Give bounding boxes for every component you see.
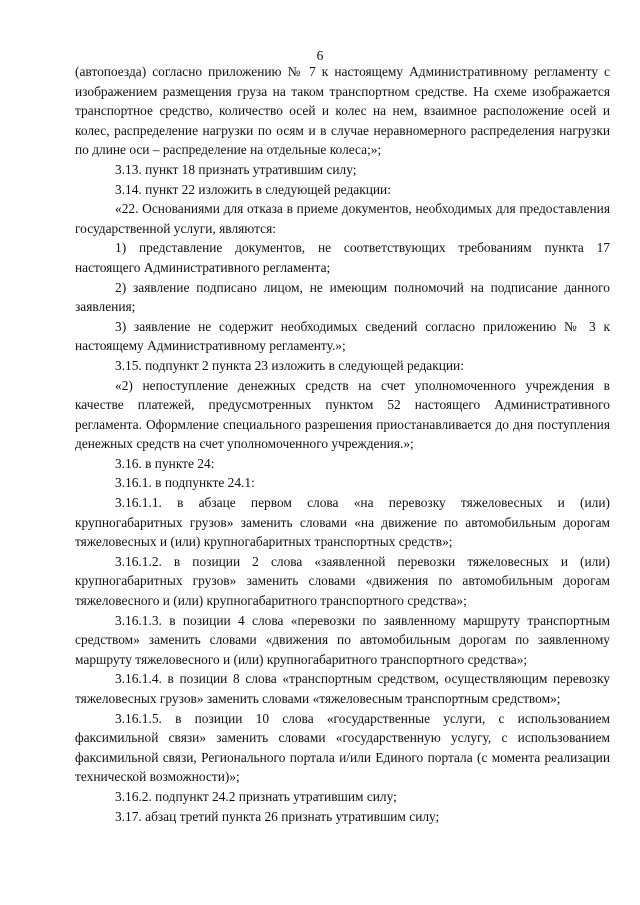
paragraph-4: «22. Основаниями для отказа в приеме документов, необходимых для предоставления государственной услуги, являются: (75, 201, 610, 236)
document-body (75, 62, 610, 826)
paragraph-11: 3.16.1. в подпункте 24.1: (115, 475, 255, 491)
paragraph-14: 3.16.1.3. в позиции 4 слова «перевозки по заявленному маршруту транспортным средством» заменить словами «движения по автомобильным дорогам по заявленному маршруту тяжеловесного и (или) крупногабаритного транспортного средства»; (75, 612, 610, 667)
paragraph-16: 3.16.1.5. в позиции 10 слова «государственные услуги, с использованием факсимильной связи» заменить словами «государственную услугу, с использованием факсимильной связи, Регионального портала и/или Единого портала (с момента реализации технической возможности)»; (75, 710, 610, 785)
paragraph-6: 2) заявление подписано лицом, не имеющим полномочий на подписание данного заявления; (75, 279, 610, 315)
paragraph-17: 3.16.2. подпункт 24.2 признать утратившим силу; (115, 788, 397, 804)
paragraph-15: 3.16.1.4. в позиции 8 слова «транспортным средством, осуществляющим перевозку тяжеловесных грузов» заменить словами «тяжеловесным транспортным средством»; (75, 671, 610, 706)
paragraph-9: «2) непоступление денежных средств на счет уполномоченного учреждения в качестве платежей, предусмотренных пунктом 52 настоящего Административного регламента. Оформление специального разрешения приостанавливается до дня поступления денежных средств на счет уполномоченного учреждения.»; (75, 377, 610, 452)
paragraph-18: 3.17. абзац третий пункта 26 признать утратившим силу; (115, 808, 440, 824)
paragraph-7: 3) заявление не содержит необходимых сведений согласно приложению № 3 к настоящему Административному регламенту.»; (75, 318, 610, 354)
paragraph-2: 3.13. пункт 18 признать утратившим силу; (115, 161, 357, 177)
paragraph-10: 3.16. в пункте 24: (115, 455, 215, 471)
paragraph-12: 3.16.1.1. в абзаце первом слова «на перевозку тяжеловесных и (или) крупногабаритных грузов» заменить словами «на движение по автомобильным дорогам тяжеловесных и (или) крупногабаритных транспортных средств»; (75, 495, 610, 550)
paragraph-13: 3.16.1.2. в позиции 2 слова «заявленной перевозки тяжеловесных и (или) крупногабаритных грузов» заменить словами «движения по автомобильным дорогам тяжеловесного и (или) крупногабаритного транспортного средства»; (75, 553, 610, 609)
paragraph-3: 3.14. пункт 22 изложить в следующей редакции: (115, 181, 391, 197)
paragraph-1: (автопоезда) согласно приложению № 7 к настоящему Административному регламенту с изображением размещения груза на таком транспортном средстве. На схеме изображается транспортное средство, количество осей и колес на нем, взаимное расположение осей и колес, распределение нагрузки по осям и в случае неравномерного распределения нагрузки по длине оси – распределение на отдельные колеса;»; (75, 64, 610, 158)
page-number: 6 (316, 48, 324, 63)
paragraph-5: 1) представление документов, не соответствующих требованиям пункта 17 настоящего Административного регламента; (75, 240, 610, 275)
paragraph-8: 3.15. подпункт 2 пункта 23 изложить в следующей редакции: (115, 357, 464, 373)
